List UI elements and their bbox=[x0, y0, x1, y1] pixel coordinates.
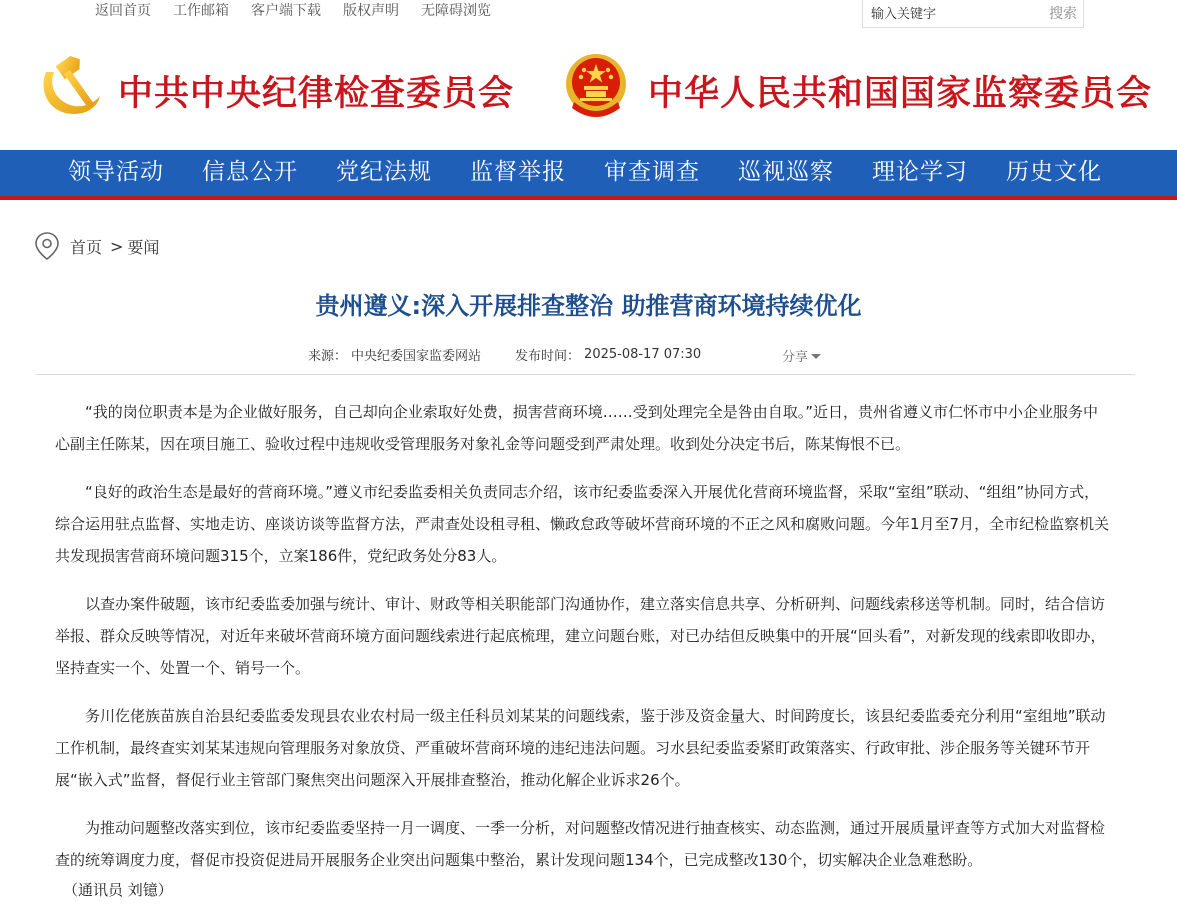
breadcrumb-current[interactable]: 要闻 bbox=[127, 237, 160, 257]
link-client-download[interactable]: 客户端下载 bbox=[251, 3, 321, 19]
national-emblem-icon[interactable] bbox=[560, 50, 632, 122]
link-home[interactable]: 返回首页 bbox=[95, 3, 151, 19]
breadcrumb-home[interactable]: 首页 bbox=[70, 237, 103, 257]
article-body bbox=[55, 396, 1113, 905]
site-header bbox=[0, 40, 1177, 150]
nav-item-theory[interactable]: 理论学习 bbox=[872, 159, 968, 185]
nav-item-inspection[interactable]: 巡视巡察 bbox=[738, 159, 834, 185]
article-meta bbox=[308, 345, 701, 364]
top-links bbox=[95, 2, 513, 20]
top-utility-bar bbox=[0, 0, 1177, 28]
share-label: 分享 bbox=[782, 350, 809, 365]
time-value: 2025-08-17 07:30 bbox=[584, 347, 702, 362]
article-title: 贵州遵义:深入开展排查整治 助推营商环境持续优化 bbox=[315, 292, 862, 320]
paragraph: 为推动问题整改落实到位，该市纪委监委坚持一月一调度、一季一分析，对问题整改情况进行抽查核实、动态监测，通过开展质量评查等方式加大对监督检查的统筹调度力度，督促市投资促进局开展服务企业突出问题集中整治，累计发现问题134个，已完成整改130个，切实解决企业急难愁盼。 bbox=[55, 819, 1106, 869]
breadcrumb bbox=[34, 230, 159, 262]
title-nsc[interactable]: 中华人民共和国国家监察委员会 bbox=[648, 73, 1153, 114]
share-button[interactable] bbox=[782, 346, 821, 365]
paragraph: “我的岗位职责本是为企业做好服务，自己却向企业索取好处费，损害营商环境……受到处理完全是咎由自取。”近日，贵州省遵义市仁怀市中小企业服务中心副主任陈某，因在项目施工、验收过程中违规收受管理服务对象礼金等问题受到严肃处理。收到处分决定书后，陈某悔恨不已。 bbox=[55, 403, 1099, 453]
paragraph: 以查办案件破题，该市纪委监委加强与统计、审计、财政等相关职能部门沟通协作，建立落实信息共享、分析研判、问题线索移送等机制。同时，结合信访举报、群众反映等情况，对近年来破坏营商环境方面问题线索进行起底梳理，建立问题台账，对已办结但反映集中的开展“回头看”，对新发现的线索即收即办，坚持查实一个、处置一个、销号一个。 bbox=[55, 595, 1106, 677]
caret-down-icon bbox=[811, 354, 821, 359]
article-credit: （通讯员 刘镱） bbox=[63, 881, 173, 899]
main-nav bbox=[0, 150, 1177, 200]
source-label: 来源： bbox=[308, 349, 348, 364]
breadcrumb-separator: > bbox=[110, 236, 124, 256]
source-value: 中央纪委国家监委网站 bbox=[351, 349, 482, 364]
link-copyright[interactable]: 版权声明 bbox=[343, 3, 399, 19]
location-pin-icon bbox=[34, 231, 60, 261]
search-box bbox=[862, 0, 1084, 28]
link-work-email[interactable]: 工作邮箱 bbox=[173, 3, 229, 19]
nav-item-supervision-report[interactable]: 监督举报 bbox=[470, 159, 566, 185]
party-emblem-icon[interactable] bbox=[36, 52, 104, 120]
nav-item-leadership[interactable]: 领导活动 bbox=[68, 159, 164, 185]
time-label: 发布时间： bbox=[515, 349, 581, 364]
nav-item-history[interactable]: 历史文化 bbox=[1006, 159, 1102, 185]
nav-item-info-disclosure[interactable]: 信息公开 bbox=[202, 159, 298, 185]
nav-item-investigation[interactable]: 审查调查 bbox=[604, 159, 700, 185]
paragraph: 务川仡佬族苗族自治县纪委监委发现县农业农村局一级主任科员刘某某的问题线索，鉴于涉及资金量大、时间跨度长，该县纪委监委充分利用“室组地”联动工作机制，最终查实刘某某违规向管理服务对象放贷、严重破坏营商环境的违纪违法问题。习水县纪委监委紧盯政策落实、行政审批、涉企服务等关键环节开展“嵌入式”监督，督促行业主管部门聚焦突出问题深入开展排查整治，推动化解企业诉求26个。 bbox=[55, 707, 1106, 789]
search-button[interactable]: 搜索 bbox=[1049, 3, 1077, 23]
meta-divider bbox=[36, 374, 1135, 375]
nav-item-regulations[interactable]: 党纪法规 bbox=[336, 159, 432, 185]
link-accessibility[interactable]: 无障碍浏览 bbox=[421, 3, 491, 19]
search-input[interactable] bbox=[871, 4, 1031, 24]
title-ccdi[interactable]: 中共中央纪律检查委员会 bbox=[118, 73, 515, 114]
paragraph: “良好的政治生态是最好的营商环境。”遵义市纪委监委相关负责同志介绍，该市纪委监委深入开展优化营商环境监督，采取“室组”联动、“组组”协同方式，综合运用驻点监督、实地走访、座谈访谈等监督方法，严肃查处设租寻租、懒政怠政等破坏营商环境的不正之风和腐败问题。今年1月至7月，全市纪检监察机关共发现损害营商环境问题315个，立案186件，党纪政务处分83人。 bbox=[55, 483, 1110, 565]
